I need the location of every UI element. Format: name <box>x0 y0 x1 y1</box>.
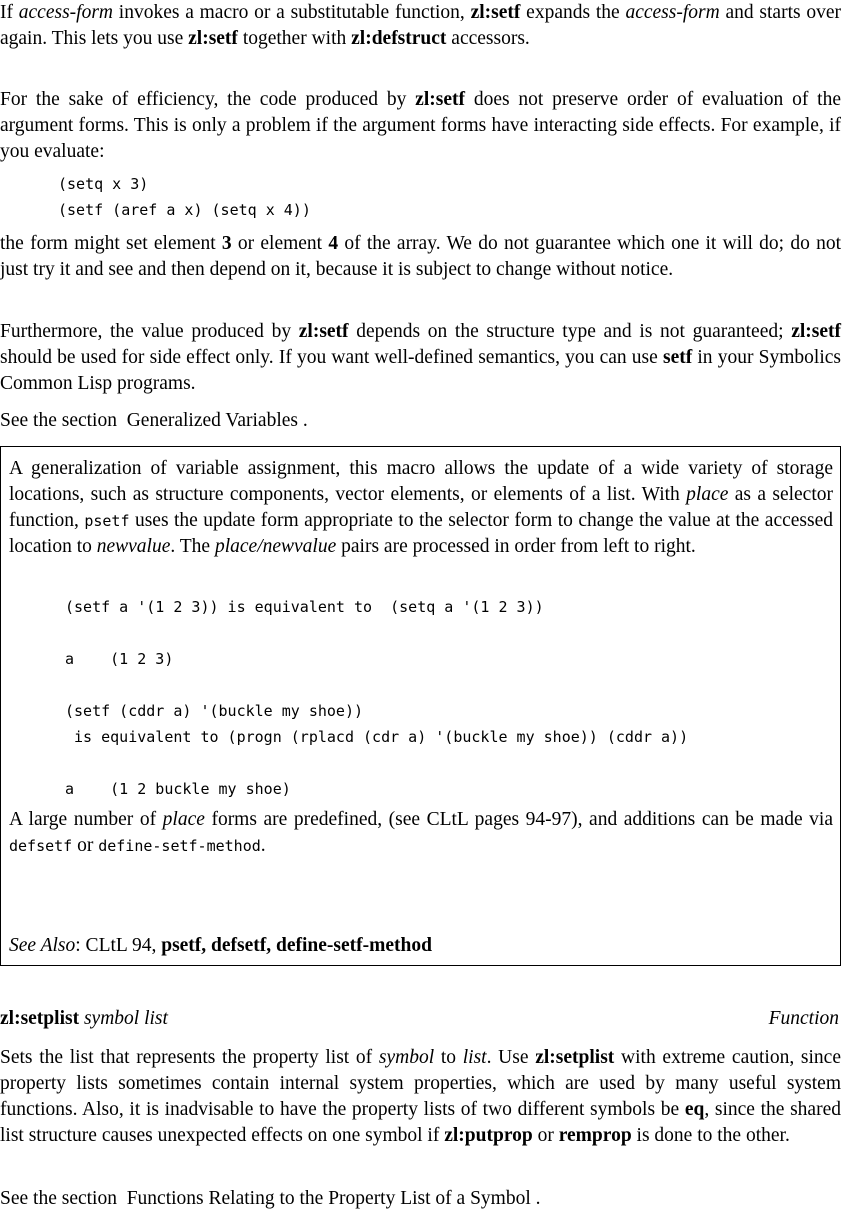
paragraph-efficiency: For the sake of efficiency, the code produced by zl:setf does not preserve order of evaluation of the argument forms. This is only a problem if the argument forms have interacting side effects. For example, if you evaluate: <box>0 89 841 162</box>
function-args: symbol list <box>83 1008 168 1029</box>
code-line: a (1 2 buckle my shoe) <box>65 780 291 798</box>
function-entry-header <box>0 1006 841 1032</box>
term-defsetf: defsetf <box>9 837 73 855</box>
term-zl-setf: zl:setf <box>470 2 521 23</box>
term-setf: setf <box>662 347 693 368</box>
code-line: (setf (cddr a) '(buckle my shoe)) <box>65 702 364 720</box>
code-line: (setf (aref a x) (setq x 4)) <box>58 201 311 219</box>
box-paragraph-generalization: A generalization of variable assignment, this macro allows the update of a wide variety of storage locations, such as structure components, vector elements, or elements of a list. With place as a selector function, psetf uses the update form appropriate to the selector form to change the value at the accessed location to newvalue. The place/newvalue pairs are processed in order from left to right. <box>9 458 834 557</box>
see-also-links[interactable]: psetf, defsetf, define-setf-method <box>161 935 432 956</box>
term-psetf: psetf <box>84 512 130 530</box>
paragraph-setplist: Sets the list that represents the property list of symbol to list. Use zl:setplist with extreme caution, since property lists sometimes contain internal system properties, which are used by many useful system functions. Also, it is inadvisable to have the property lists of two different symbols be eq, since the shared list structure causes unexpected effects on one symbol if zl:putprop or remprop is done to the other. <box>0 1047 841 1146</box>
term-access-form: access-form <box>18 2 113 23</box>
code-line: a (1 2 3) <box>65 650 174 668</box>
paragraph-furthermore: Furthermore, the value produced by zl:setf depends on the structure type and is not guaranteed; zl:setf should be used for side effect only. If you want well-defined semantics, you can use setf in your Symbolics Common Lisp programs. <box>0 321 842 394</box>
term-zl-setf: zl:setf <box>298 321 349 342</box>
function-name: zl:setplist <box>0 1008 80 1029</box>
term-access-form: access-form <box>625 2 720 23</box>
term-zl-setf: zl:setf <box>188 28 238 49</box>
term-zl-defstruct: zl:defstruct <box>351 28 447 49</box>
code-line: is equivalent to (progn (rplacd (cdr a) '(buckle my shoe)) (cddr a)) <box>65 728 689 746</box>
code-line: (setq x 3) <box>58 175 149 193</box>
box-paragraph-place-forms: A large number of place forms are predefined, (see CLtL pages 94-97), and additions can be made via defsetf or define-setf-method. <box>9 809 833 856</box>
term-zl-setf: zl:setf <box>415 89 465 110</box>
see-also-line: See Also: CLtL 94, psetf, defsetf, define-setf-method <box>9 935 432 956</box>
paragraph-element: the form might set element 3 or element 4 of the array. We do not guarantee which one it will do; do not just try it and see and then depend on it, because it is subject to change without notice. <box>0 233 841 280</box>
see-section-link[interactable]: See the section Generalized Variables . <box>0 410 308 431</box>
see-section-link[interactable]: See the section Functions Relating to the Property List of a Symbol . <box>0 1188 541 1209</box>
code-line: (setf a '(1 2 3)) is equivalent to (setq a '(1 2 3)) <box>65 598 544 616</box>
paragraph-setf-expansion: If access-form invokes a macro or a substitutable function, zl:setf expands the access-form and starts over again. This lets you use zl:setf together with zl:defstruct accessors. <box>0 2 841 49</box>
psetf-description-box <box>0 446 841 966</box>
term-zl-setf: zl:setf <box>791 321 842 342</box>
entry-kind: Function <box>768 1008 839 1029</box>
term-define-setf-method: define-setf-method <box>98 837 261 855</box>
